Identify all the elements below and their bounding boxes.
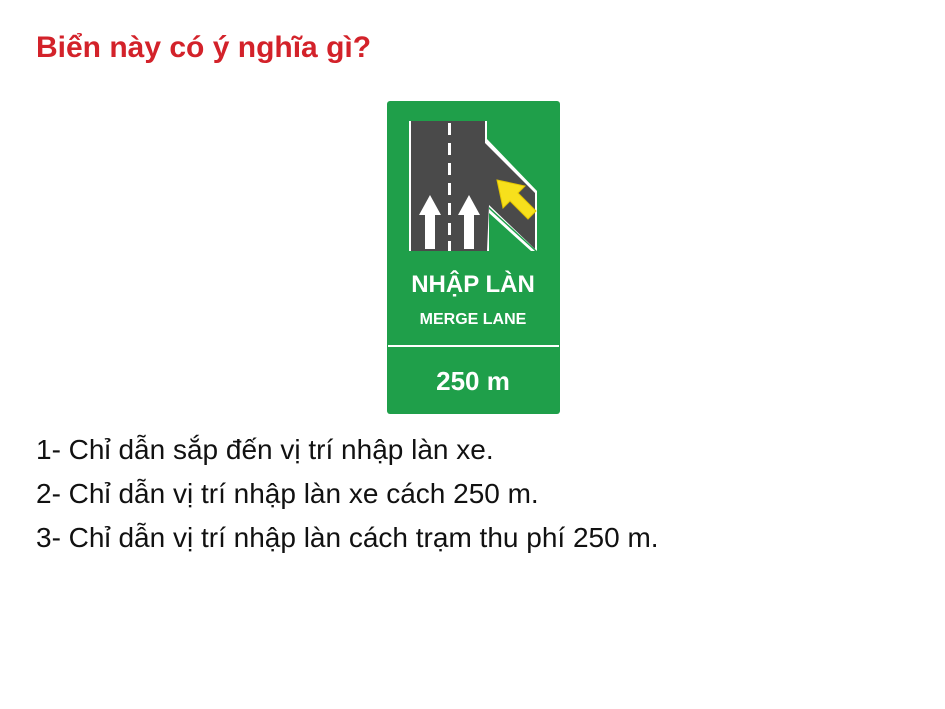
merge-lane-sign [385, 99, 562, 416]
answer-option-1[interactable]: 1- Chỉ dẫn sắp đến vị trí nhập làn xe. [36, 434, 494, 465]
sign-title-vi: NHẬP LÀN [411, 271, 535, 298]
question-title: Biển này có ý nghĩa gì? [36, 31, 372, 64]
answer-list [36, 428, 659, 560]
answer-option-2[interactable]: 2- Chỉ dẫn vị trí nhập làn xe cách 250 m. [36, 478, 539, 509]
sign-distance: 250 m [436, 366, 510, 396]
answer-option-3[interactable]: 3- Chỉ dẫn vị trí nhập làn cách trạm thu phí 250 m. [36, 522, 659, 553]
sign-title-en: MERGE LANE [419, 311, 527, 328]
sign-divider [388, 345, 559, 347]
